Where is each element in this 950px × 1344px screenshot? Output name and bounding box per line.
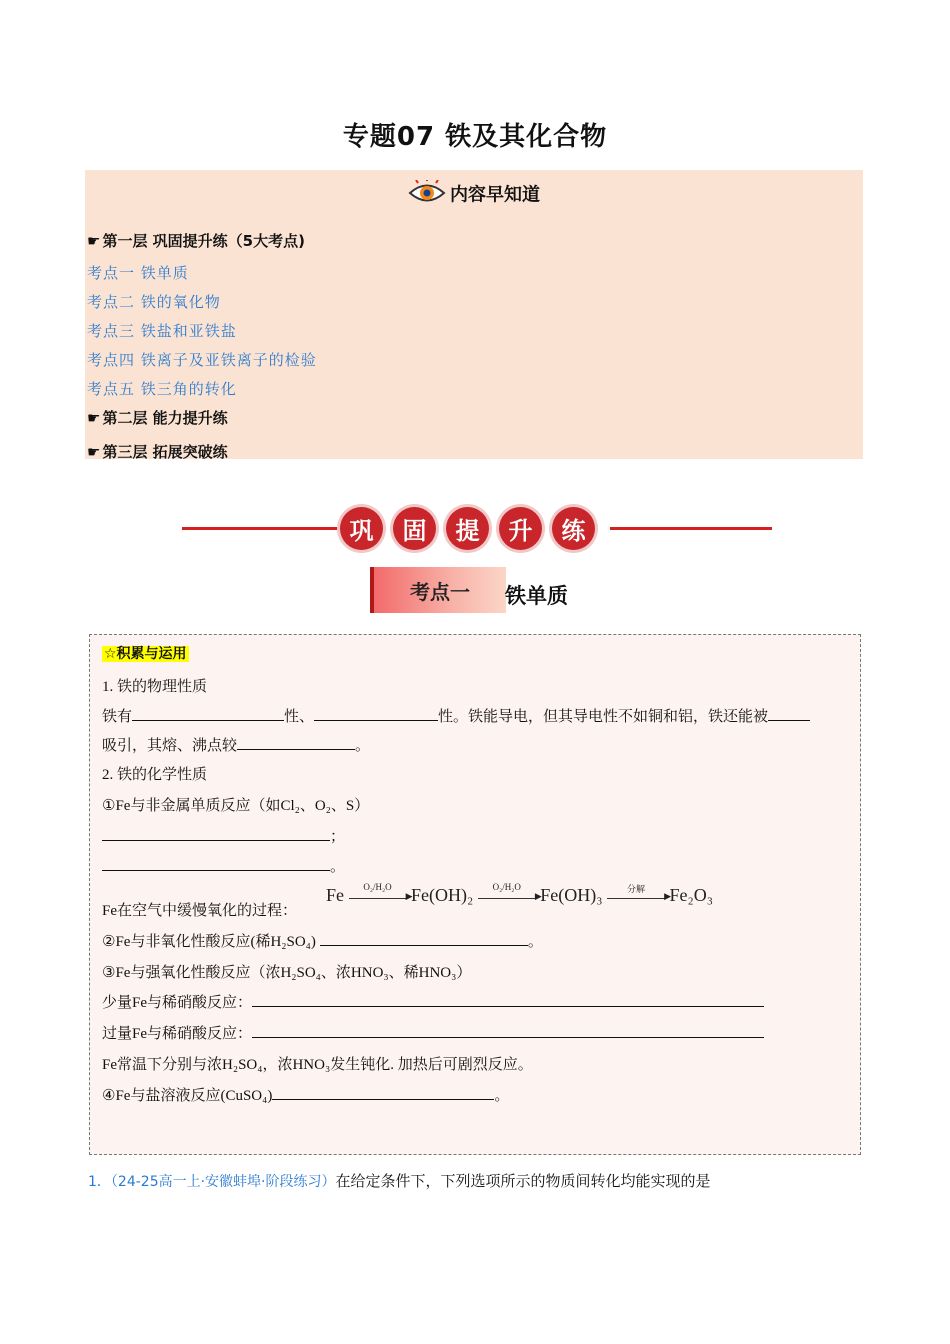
knowledge-line: Fe常温下分别与浓H₂SO₄，浓HNO₃发生钝化. 加热后可剧烈反应。 xyxy=(102,1057,533,1073)
toc-box xyxy=(85,170,863,459)
answer-blank[interactable] xyxy=(314,705,438,721)
knowledge-line: 过量Fe与稀硝酸反应： xyxy=(102,1022,764,1043)
kaodian-name: 铁单质 xyxy=(505,584,568,608)
toc-point-3[interactable]: 考点三 铁盐和亚铁盐 xyxy=(87,322,237,340)
question-number: 1． xyxy=(88,1174,111,1190)
answer-blank[interactable] xyxy=(320,930,528,946)
knowledge-line: ①Fe与非金属单质反应（如Cl₂、O₂、S） xyxy=(102,798,370,814)
toc-level-2[interactable]: ☛ 第二层 能力提升练 xyxy=(87,409,228,427)
knowledge-line: 铁有 性、 性。铁能导电，但其导电性不如铜和铝，铁还能被 xyxy=(102,705,810,726)
oxidation-formula: Fe O₂/H₂O ▶ Fe(OH)₂ O₂/H₂O ▶ Fe(OH)₃ 分解 ▶ Fe₂O₃ xyxy=(326,885,713,906)
banner-char: 升 xyxy=(499,507,542,550)
pointing-hand-icon: ☛ xyxy=(87,232,101,250)
answer-blank[interactable] xyxy=(252,991,764,1007)
knowledge-line: 。 xyxy=(102,855,345,876)
banner-char: 巩 xyxy=(340,507,383,550)
banner-line-left xyxy=(182,527,342,530)
toc-point-4[interactable]: 考点四 铁离子及亚铁离子的检验 xyxy=(87,351,317,369)
toc-point-5[interactable]: 考点五 铁三角的转化 xyxy=(87,380,237,398)
knowledge-line: Fe在空气中缓慢氧化的过程： xyxy=(102,903,298,919)
answer-blank[interactable] xyxy=(768,705,810,721)
banner-char: 提 xyxy=(446,507,489,550)
answer-blank[interactable] xyxy=(132,705,284,721)
knowledge-line: 吸引，其熔、沸点较 。 xyxy=(102,734,370,755)
answer-blank[interactable] xyxy=(237,734,355,750)
reaction-arrow-icon: O₂/H₂O ▶ xyxy=(349,894,407,899)
knowledge-line: 1. 铁的物理性质 xyxy=(102,679,208,695)
knowledge-line: 少量Fe与稀硝酸反应： xyxy=(102,991,764,1012)
answer-blank[interactable] xyxy=(102,855,330,871)
answer-blank[interactable] xyxy=(252,1022,764,1038)
knowledge-box xyxy=(89,634,861,1155)
knowledge-line: 2. 铁的化学性质 xyxy=(102,767,208,783)
pointing-hand-icon: ☛ xyxy=(87,409,101,427)
reaction-arrow-icon: 分解 ▶ xyxy=(607,894,665,899)
section-banner xyxy=(340,507,595,550)
pointing-hand-icon: ☛ xyxy=(87,443,101,461)
knowledge-tag: ☆积累与运用 xyxy=(104,646,187,662)
kaodian-label: 考点一 xyxy=(370,567,506,613)
toc-level-1[interactable]: ☛ 第一层 巩固提升练（5大考点) xyxy=(87,232,305,250)
toc-point-1[interactable]: 考点一 铁单质 xyxy=(87,264,189,282)
page-title: 专题07 铁及其化合物 xyxy=(342,122,608,152)
toc-point-2[interactable]: 考点二 铁的氧化物 xyxy=(87,293,221,311)
knowledge-line: ； xyxy=(102,825,345,846)
banner-char: 练 xyxy=(552,507,595,550)
knowledge-line: ③Fe与强氧化性酸反应（浓H₂SO₄、浓HNO₃、稀HNO₃） xyxy=(102,965,472,981)
reaction-arrow-icon: O₂/H₂O ▶ xyxy=(478,894,536,899)
eye-icon xyxy=(408,180,446,211)
banner-line-right xyxy=(610,527,772,530)
question-source[interactable]: （24-25高一上·安徽蚌埠·阶段练习） xyxy=(110,1174,336,1190)
knowledge-line: ④Fe与盐溶液反应(CuSO₄) 。 xyxy=(102,1084,509,1105)
question-1 xyxy=(88,1170,711,1191)
answer-blank[interactable] xyxy=(272,1084,494,1100)
knowledge-line: ②Fe与非氧化性酸反应(稀H₂SO₄) 。 xyxy=(102,930,543,951)
answer-blank[interactable] xyxy=(102,825,330,841)
question-text: 在给定条件下，下列选项所示的物质间转化均能实现的是 xyxy=(335,1174,711,1190)
banner-char: 固 xyxy=(393,507,436,550)
toc-level-3[interactable]: ☛ 第三层 拓展突破练 xyxy=(87,443,228,461)
toc-heading: 内容早知道 xyxy=(85,180,863,211)
